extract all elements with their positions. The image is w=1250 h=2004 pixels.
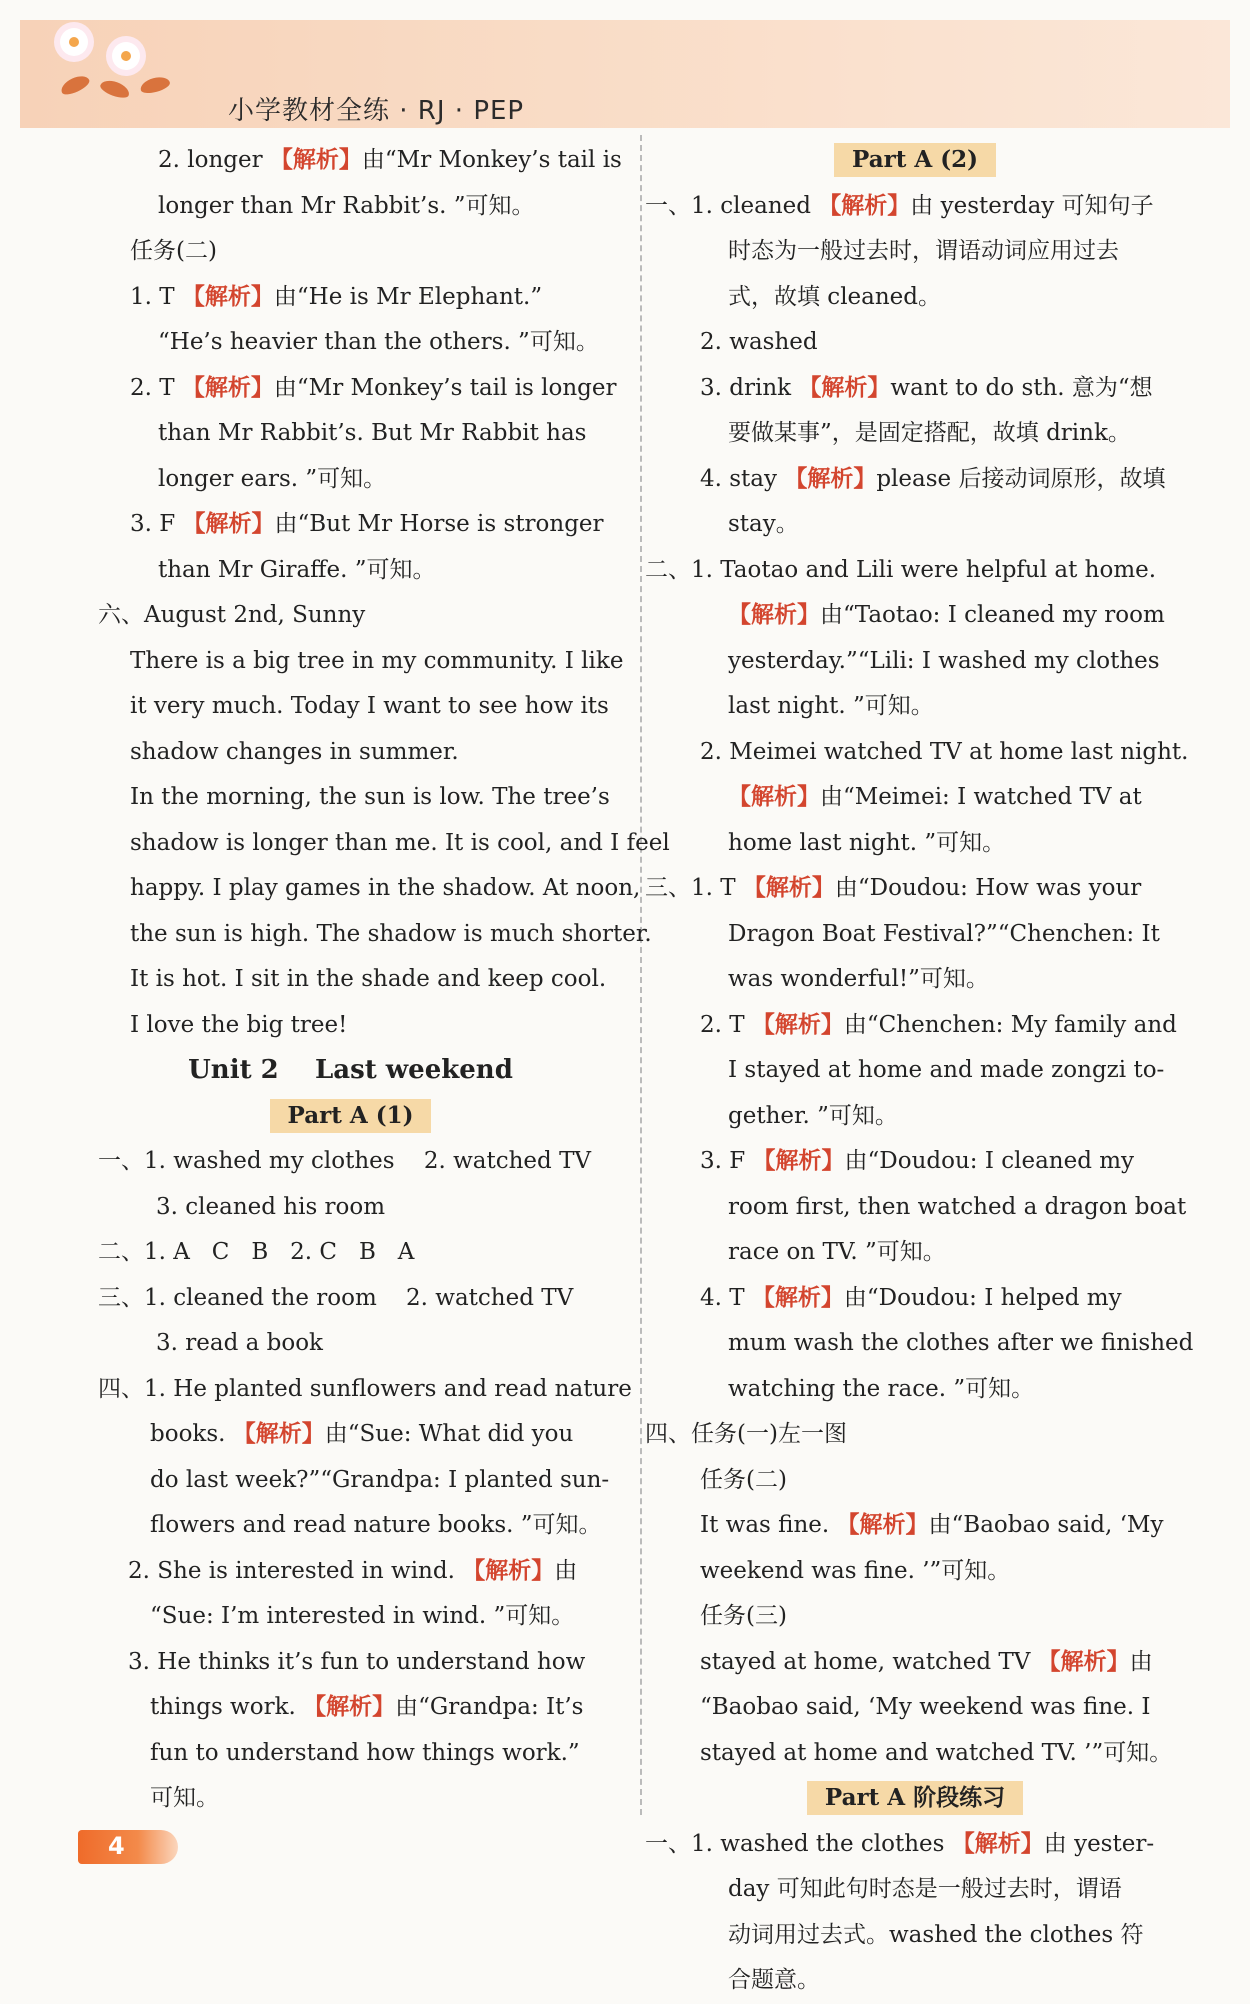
- answer-line: flowers and read nature books. ”可知。: [150, 1512, 602, 1538]
- analysis-tag: 【解析】: [1037, 1648, 1130, 1675]
- analysis-tag: 【解析】: [462, 1557, 555, 1584]
- leaf-icon: [58, 72, 91, 97]
- analysis-tag: 【解析】: [742, 875, 835, 901]
- answer-line: than Mr Giraffe. ”可知。: [158, 556, 436, 583]
- answer-line: 一、1. washed my clothes 2. watched TV: [98, 1148, 592, 1174]
- answer-line: “Baobao said, ‘My weekend was fine. I: [700, 1694, 1151, 1720]
- answer-line: 2. T 【解析】由“Chenchen: My family and: [700, 1011, 1177, 1038]
- answer-line: 3. F 【解析】由“But Mr Horse is stronger: [130, 511, 604, 537]
- essay-line: the sun is high. The shadow is much shorter.: [130, 920, 652, 947]
- answer-line: stayed at home, watched TV 【解析】由: [700, 1648, 1153, 1675]
- analysis-tag: 【解析】: [232, 1421, 325, 1447]
- answer-line: 3. He thinks it’s fun to understand how: [128, 1648, 586, 1675]
- answer-line: last night. ”可知。: [728, 693, 934, 719]
- answer-line: 式，故填 cleaned。: [728, 283, 942, 310]
- answer-line: 2. She is interested in wind. 【解析】由: [128, 1557, 578, 1584]
- page-number-badge: [78, 1830, 178, 1864]
- answer-line: yesterday.”“Lili: I washed my clothes: [728, 647, 1160, 674]
- answer-line: 二、1. A C B 2. C B A: [98, 1239, 415, 1265]
- analysis-tag: 【解析】: [752, 1148, 845, 1174]
- page-number: 4: [108, 1832, 125, 1860]
- answer-line: things work. 【解析】由“Grandpa: It’s: [150, 1694, 584, 1720]
- analysis-tag: 【解析】: [751, 1284, 844, 1311]
- essay-line: It is hot. I sit in the shade and keep cool.: [130, 966, 607, 992]
- analysis-tag: 【解析】: [836, 1512, 929, 1538]
- left-column: [98, 138, 670, 1822]
- answer-line: “He’s heavier than the others. ”可知。: [158, 329, 599, 355]
- analysis-tag: 【解析】: [951, 1830, 1044, 1857]
- analysis-tag: 【解析】: [269, 147, 362, 173]
- part-heading: Part A (1): [118, 1094, 623, 1140]
- part-heading: Part A (2): [660, 138, 1170, 184]
- answer-line: race on TV. ”可知。: [728, 1239, 946, 1265]
- task-heading: 任务(二): [700, 1466, 787, 1493]
- answer-line: I stayed at home and made zongzi to-: [728, 1057, 1165, 1083]
- analysis-tag: 【解析】: [798, 374, 891, 401]
- answer-line: 四、1. He planted sunflowers and read nature: [98, 1375, 632, 1402]
- answer-line: 3. cleaned his room: [156, 1193, 386, 1220]
- answer-line: 三、1. T 【解析】由“Doudou: How was your: [645, 875, 1142, 901]
- answer-line: 一、1. washed the clothes 【解析】由 yester-: [645, 1830, 1155, 1857]
- answer-line: weekend was fine. ’”可知。: [700, 1557, 1011, 1584]
- analysis-tag: 【解析】: [728, 784, 820, 810]
- column-divider: [640, 135, 642, 1815]
- answer-line: 4. T 【解析】由“Doudou: I helped my: [700, 1284, 1122, 1311]
- section-six: 六、August 2nd, Sunny: [98, 602, 366, 628]
- answer-line: longer than Mr Rabbit’s. ”可知。: [158, 192, 535, 219]
- answer-line: 【解析】由“Meimei: I watched TV at: [728, 784, 1142, 810]
- answer-line: stay。: [728, 511, 799, 537]
- part-heading: Part A 阶段练习: [660, 1776, 1170, 1822]
- leaf-icon: [139, 74, 172, 95]
- answer-line: stayed at home and watched TV. ’”可知。: [700, 1739, 1173, 1766]
- answer-line: 二、1. Taotao and Lili were helpful at home.: [645, 556, 1157, 583]
- essay-line: There is a big tree in my community. I like: [130, 647, 624, 674]
- answer-line: do last week?”“Grandpa: I planted sun-: [150, 1466, 610, 1493]
- answer-line: 三、1. cleaned the room 2. watched TV: [98, 1284, 574, 1311]
- answer-line: 要做某事”，是固定搭配，故填 drink。: [728, 420, 1131, 446]
- task-heading: 任务(二): [130, 238, 217, 264]
- answer-line: gether. ”可知。: [728, 1102, 898, 1129]
- header-banner: [20, 20, 1230, 128]
- flower-icon: [112, 42, 140, 70]
- analysis-tag: 【解析】: [751, 1011, 844, 1038]
- answer-line: 2. longer 【解析】由“Mr Monkey’s tail is: [158, 147, 622, 173]
- essay-line: shadow changes in summer.: [130, 738, 459, 765]
- analysis-tag: 【解析】: [182, 511, 275, 537]
- answer-line: watching the race. ”可知。: [728, 1375, 1035, 1402]
- answer-line: 动词用过去式。washed the clothes 符: [728, 1921, 1144, 1948]
- answer-line: fun to understand how things work.”: [150, 1739, 580, 1766]
- answer-line: 3. drink 【解析】want to do sth. 意为“想: [700, 374, 1153, 401]
- answer-line: 4. stay 【解析】please 后接动词原形，故填: [700, 465, 1166, 492]
- analysis-tag: 【解析】: [784, 465, 877, 492]
- right-column: [645, 138, 1194, 2004]
- answer-line: 1. T 【解析】由“He is Mr Elephant.”: [130, 283, 543, 310]
- answer-line: mum wash the clothes after we finished: [728, 1330, 1194, 1356]
- answer-line: home last night. ”可知。: [728, 829, 1006, 856]
- flower-icon: [60, 28, 88, 56]
- answer-line: 3. read a book: [156, 1330, 323, 1356]
- answer-line: 时态为一般过去时，谓语动词应用过去: [728, 238, 1119, 264]
- answer-line: 合题意。: [728, 1967, 820, 1993]
- answer-line: 2. washed: [700, 329, 818, 355]
- answer-line: was wonderful!”可知。: [728, 966, 989, 992]
- book-title: 小学教材全练 · RJ · PEP: [228, 96, 525, 126]
- essay-line: happy. I play games in the shadow. At noon,: [130, 875, 641, 901]
- answer-line: 一、1. cleaned 【解析】由 yesterday 可知句子: [645, 192, 1154, 219]
- answer-line: day 可知此句时态是一般过去时，谓语: [728, 1876, 1122, 1902]
- leaf-icon: [99, 77, 132, 100]
- essay-line: shadow is longer than me. It is cool, and I feel: [130, 829, 670, 856]
- answer-line: room first, then watched a dragon boat: [728, 1193, 1187, 1220]
- answer-line: longer ears. ”可知。: [158, 465, 387, 492]
- essay-line: In the morning, the sun is low. The tree’s: [130, 784, 610, 810]
- answer-line: books. 【解析】由“Sue: What did you: [150, 1421, 574, 1447]
- answer-line: 【解析】由“Taotao: I cleaned my room: [728, 602, 1165, 628]
- essay-line: I love the big tree!: [130, 1011, 348, 1038]
- analysis-tag: 【解析】: [181, 374, 274, 401]
- answer-line: Dragon Boat Festival?”“Chenchen: It: [728, 920, 1160, 947]
- unit-title: Unit 2 Last weekend: [188, 1055, 513, 1085]
- analysis-tag: 【解析】: [303, 1694, 396, 1720]
- answer-line: It was fine. 【解析】由“Baobao said, ‘My: [700, 1512, 1164, 1538]
- answer-line: 四、任务(一)左一图: [645, 1421, 847, 1447]
- answer-line: 2. Meimei watched TV at home last night.: [700, 738, 1189, 765]
- answer-line: 2. T 【解析】由“Mr Monkey’s tail is longer: [130, 374, 617, 401]
- analysis-tag: 【解析】: [728, 602, 820, 628]
- answer-line: “Sue: I’m interested in wind. ”可知。: [150, 1603, 575, 1629]
- answer-line: than Mr Rabbit’s. But Mr Rabbit has: [158, 420, 587, 446]
- answer-line: 可知。: [150, 1785, 219, 1811]
- essay-line: it very much. Today I want to see how its: [130, 693, 609, 719]
- task-heading: 任务(三): [700, 1603, 787, 1629]
- answer-line: 3. F 【解析】由“Doudou: I cleaned my: [700, 1148, 1135, 1174]
- analysis-tag: 【解析】: [181, 283, 274, 310]
- analysis-tag: 【解析】: [818, 192, 911, 219]
